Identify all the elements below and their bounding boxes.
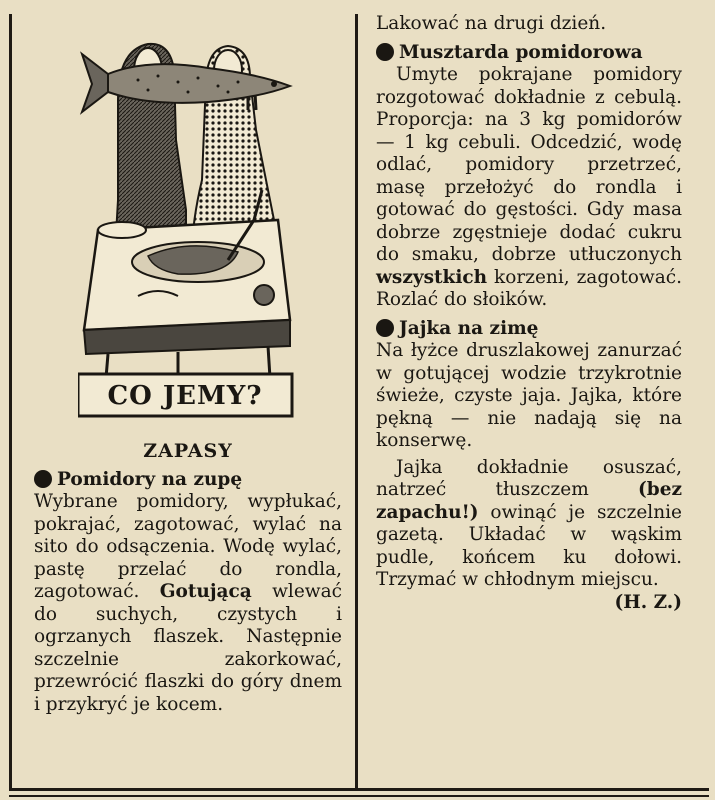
- pomidory-bold-word: Gotującą: [159, 581, 252, 602]
- column-divider-rule: [355, 14, 358, 790]
- pomidory-heading: Pomidory na zupę: [34, 469, 342, 492]
- section-title: ZAPASY: [143, 440, 233, 462]
- co-jemy-illustration: [78, 30, 300, 420]
- bottom-rule: [9, 788, 709, 791]
- bullet-dot-icon: [34, 470, 52, 488]
- jajka-bold-phrase: (bez zapachu!): [376, 479, 682, 523]
- continued-text: Lakować na drugi dzień.: [376, 13, 607, 34]
- musztarda-heading: Musztarda pomidorowa: [376, 42, 682, 65]
- musztarda-bold-word: wszystkich: [376, 266, 488, 288]
- musztarda-paragraph: Umyte pokrajane pomidory rozgotować dokładnie z cebulą. Proporcja: na 3 kg pomidorów — 1 kg cebuli. Odcedzić, wodę odlać, pomidory przetrzeć, masę przełożyć do rondla i gotować do gęstości. Gdy masa dobrze zgęstnieje dodać cukru do smaku, dobrze utłuczonych wszystkich korzeni, zagotować. Rozlać do słoików.: [376, 64, 682, 310]
- bullet-dot-icon: [376, 319, 394, 337]
- pomidory-paragraph: Wybrane pomidory, wypłukać, pokrajać, zagotować, wylać na sito do odsączenia. Wodę wylać, pastę przelać do rondla, zagotować. Gotującą wlewać do suchych, czystych i ogrzanych flaszek. Następnie szczelnie zakorkować, przewrócić flaszki do góry dnem i przykryć je kocem.: [34, 491, 342, 715]
- bullet-dot-icon: [376, 43, 394, 61]
- author-signature: (H. Z.): [614, 591, 682, 613]
- jajka-paragraph-2: Jajka dokładnie osuszać, natrzeć tłuszczem (bez zapachu!) owinąć je szczelnie gazetą. Układać w wąskim pudle, końcem ku dołowi. Trzymać w chłodnym miejscu.: [376, 456, 682, 590]
- jajka-heading: Jajka na zimę: [376, 318, 682, 341]
- co-jemy-banner-title: CO JEMY?: [107, 381, 263, 411]
- jajka-paragraph-1: Na łyżce druszlakowej zanurzać w gotującej wodzie trzykrotnie świeże, czyste jaja. Jajka, które pękną — nie nadają się na konserwę.: [376, 340, 682, 451]
- signature-line: [376, 592, 682, 615]
- right-column: [376, 13, 682, 614]
- left-border-rule: [9, 14, 12, 790]
- left-column: [34, 440, 342, 716]
- bottom-rule-thin: [9, 795, 709, 797]
